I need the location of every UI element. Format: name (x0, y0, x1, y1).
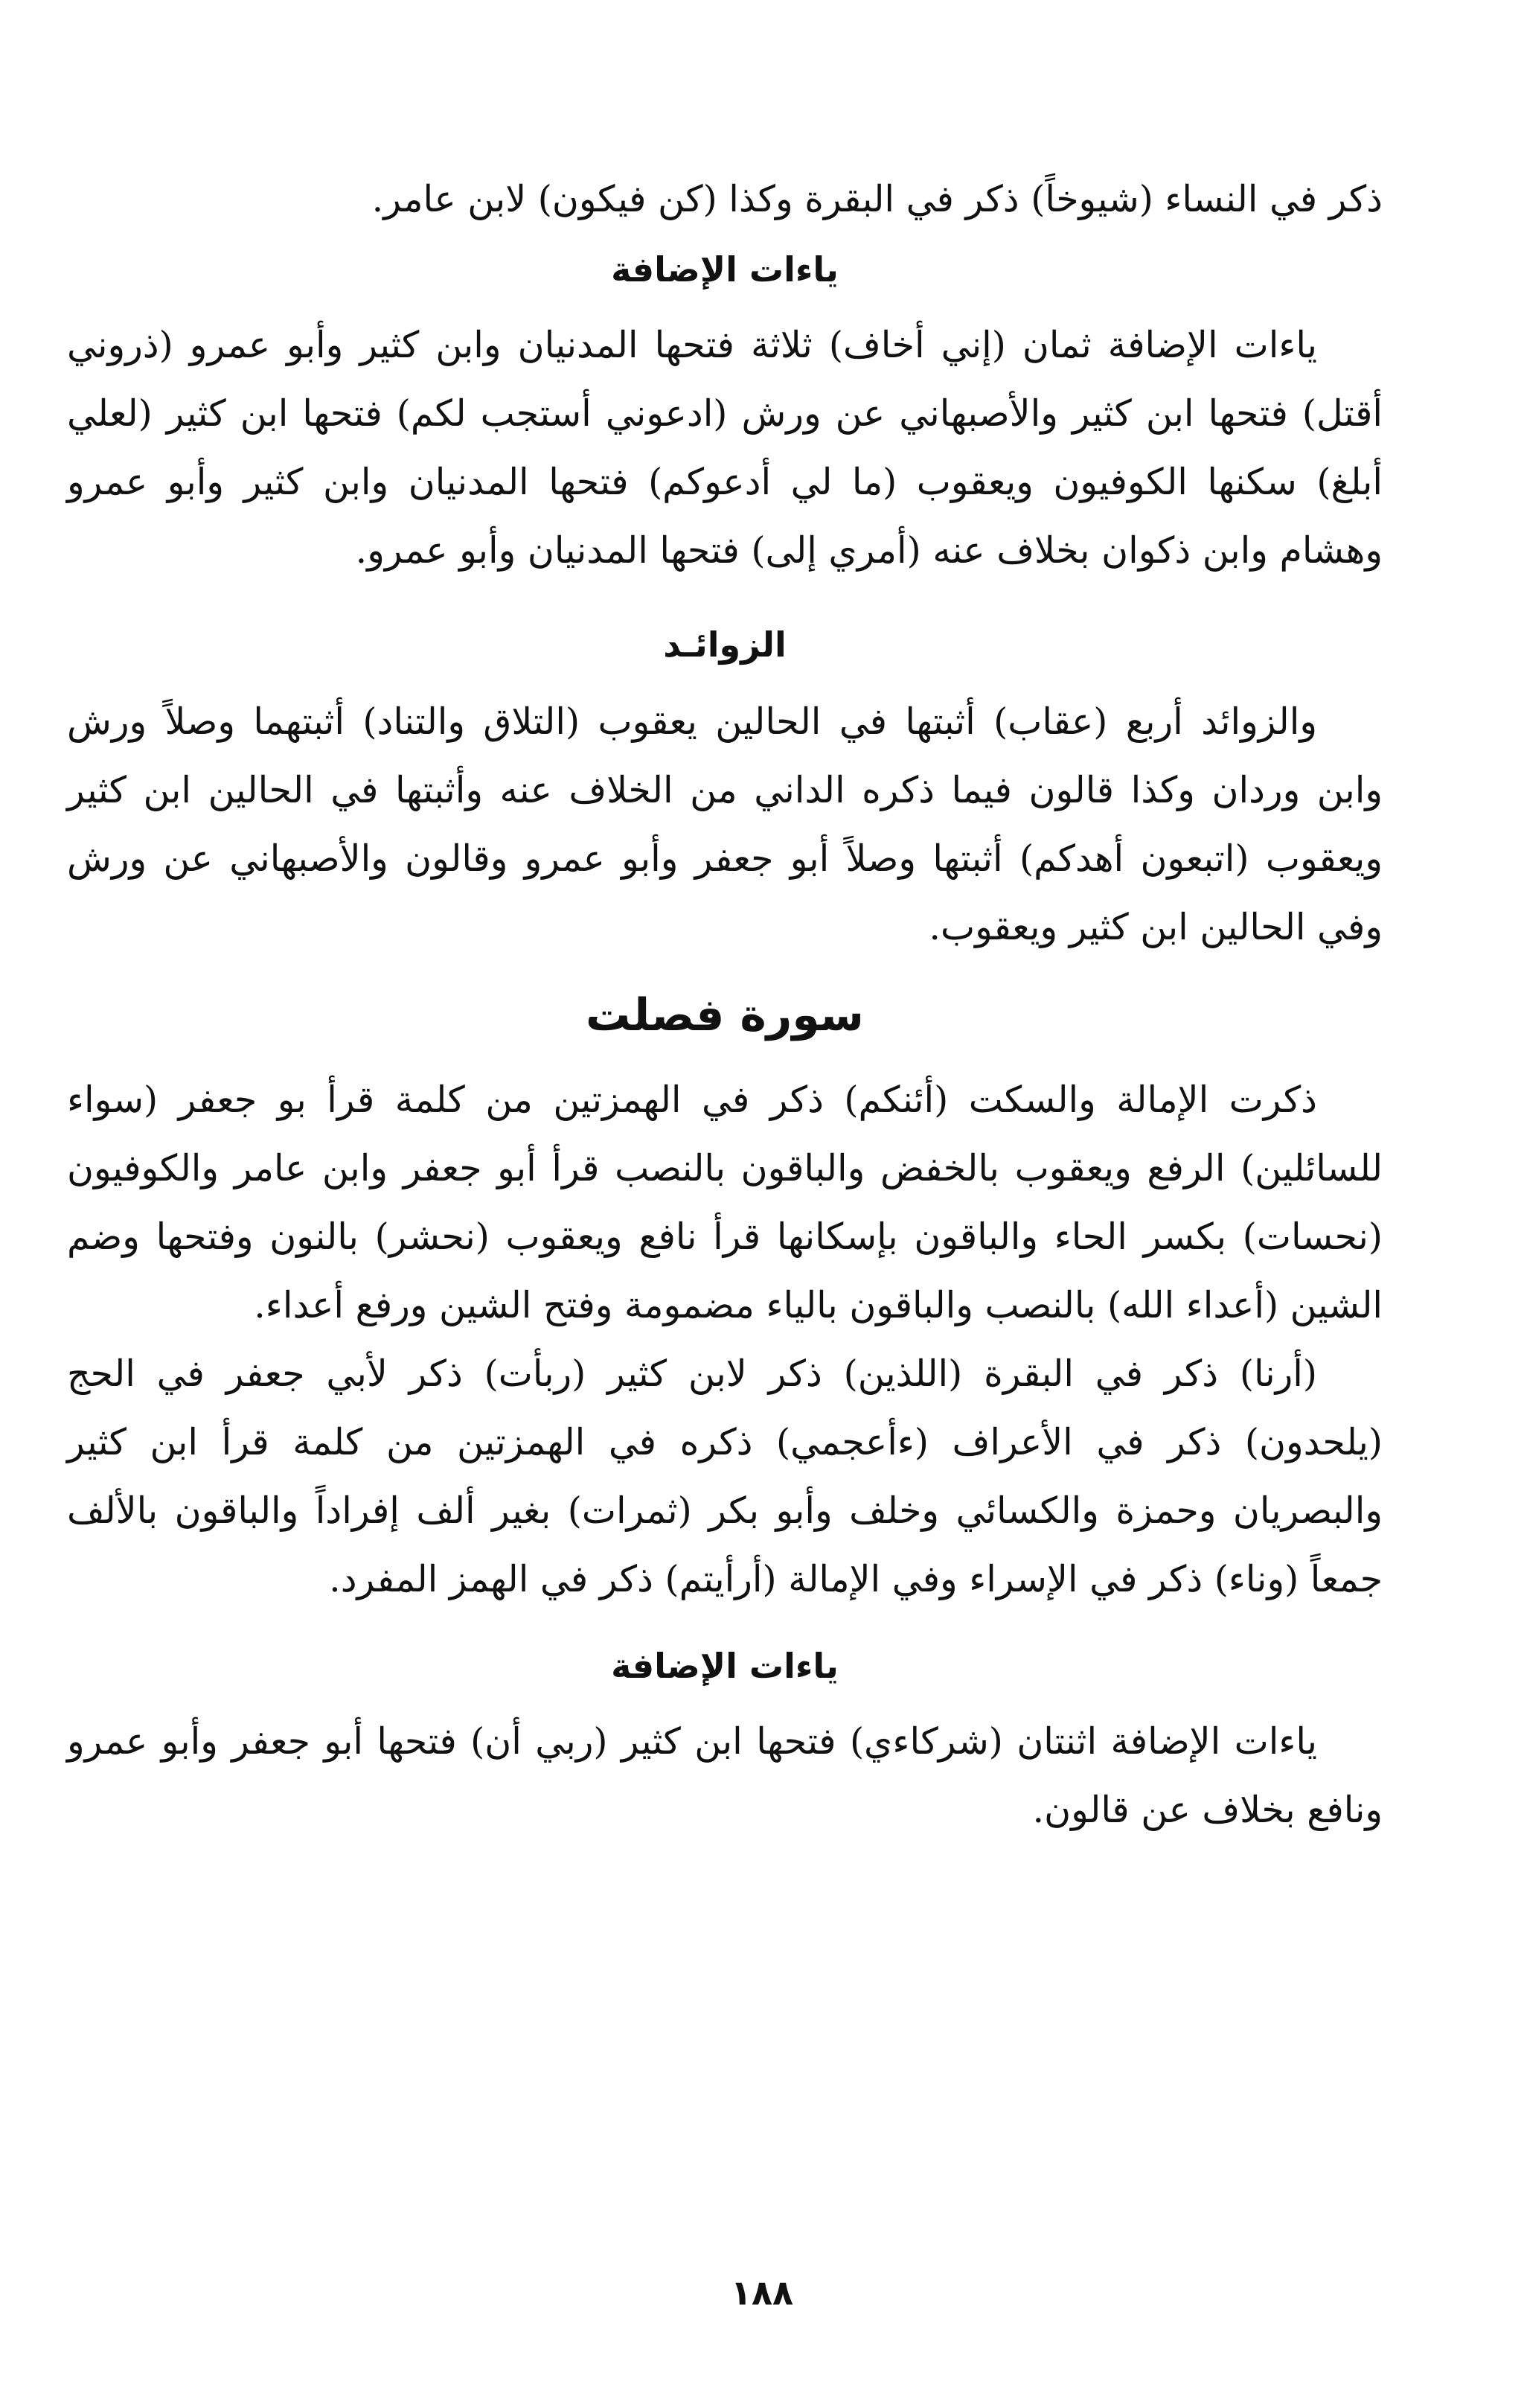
surah-title: سورة فصلت (586, 989, 864, 1041)
heading-ya-at-al-idafa-2: ياءات الإضافة (611, 1646, 839, 1686)
paragraph-ya-at-al-idafa: ياءات الإضافة ثمان (إني أخاف) ثلاثة فتحها المدنيان وابن كثير وأبو عمرو (ذروني أقتل) فتحها ابن كثير والأصبهاني عن ورش (ادعوني أستجب لكم) فتحها ابن كثير (لعلي أبلغ) سكنها الكوفيون ويعقوب (ما لي أدعوكم) فتحها المدنيان وابن كثير وأبو عمرو وهشام وابن ذكوان بخلاف عنه (أمري إلى) فتحها المدنيان وأبو عمرو. (67, 324, 1383, 572)
paragraph-fussilat-2: (أرنا) ذكر في البقرة (اللذين) ذكر لابن كثير (ربأت) ذكر لأبي جعفر في الحج (يلحدون) ذكر في الأعراف (ءأعجمي) ذكره في الهمزتين من كلمة قرأ ابن كثير والبصريان وحمزة والكسائي وخلف وأبو بكر (ثمرات) بغير ألف إفراداً والباقون بالألف جمعاً (وناء) ذكر في الإسراء وفي الإمالة (أرأيتم) ذكر في الهمز المفرد. (67, 1352, 1383, 1600)
intro-line: ذكر في النساء (شيوخاً) ذكر في البقرة وكذا (كن فيكون) لابن عامر. (371, 178, 1383, 220)
paragraph-al-zawaid: والزوائد أربع (عقاب) أثبتها في الحالين يعقوب (التلاق والتناد) أثبتهما وصلاً ورش وابن وردان وكذا قالون فيما ذكره الداني من الخلاف عنه وأثبتها في الحالين ابن كثير ويعقوب (اتبعون أهدكم) أثبتها وصلاً أبو جعفر وأبو عمرو وقالون والأصبهاني عن ورش وفي الحالين ابن كثير ويعقوب. (67, 700, 1383, 948)
paragraph-ya-at-al-idafa-2: ياءات الإضافة اثنتان (شركاءي) فتحها ابن كثير (ربي أن) فتحها أبو جعفر وأبو عمرو ونافع بخلاف عن قالون. (67, 1720, 1383, 1831)
page-number: ١٨٨ (730, 2273, 794, 2313)
paragraph-fussilat-1: ذكرت الإمالة والسكت (أئنكم) ذكر في الهمزتين من كلمة قرأ بو جعفر (سواء للسائلين) الرفع ويعقوب بالخفض والباقون بالنصب قرأ أبو جعفر وابن عامر والكوفيون (نحسات) بكسر الحاء والباقون بإسكانها قرأ نافع ويعقوب (نحشر) بالنون وفتحها وضم الشين (أعداء الله) بالنصب والباقون بالياء مضمومة وفتح الشين ورفع أعداء. (67, 1079, 1383, 1326)
heading-ya-at-al-idafa: ياءات الإضافة (611, 249, 839, 290)
heading-al-zawaid: الزوائـد (663, 625, 787, 665)
